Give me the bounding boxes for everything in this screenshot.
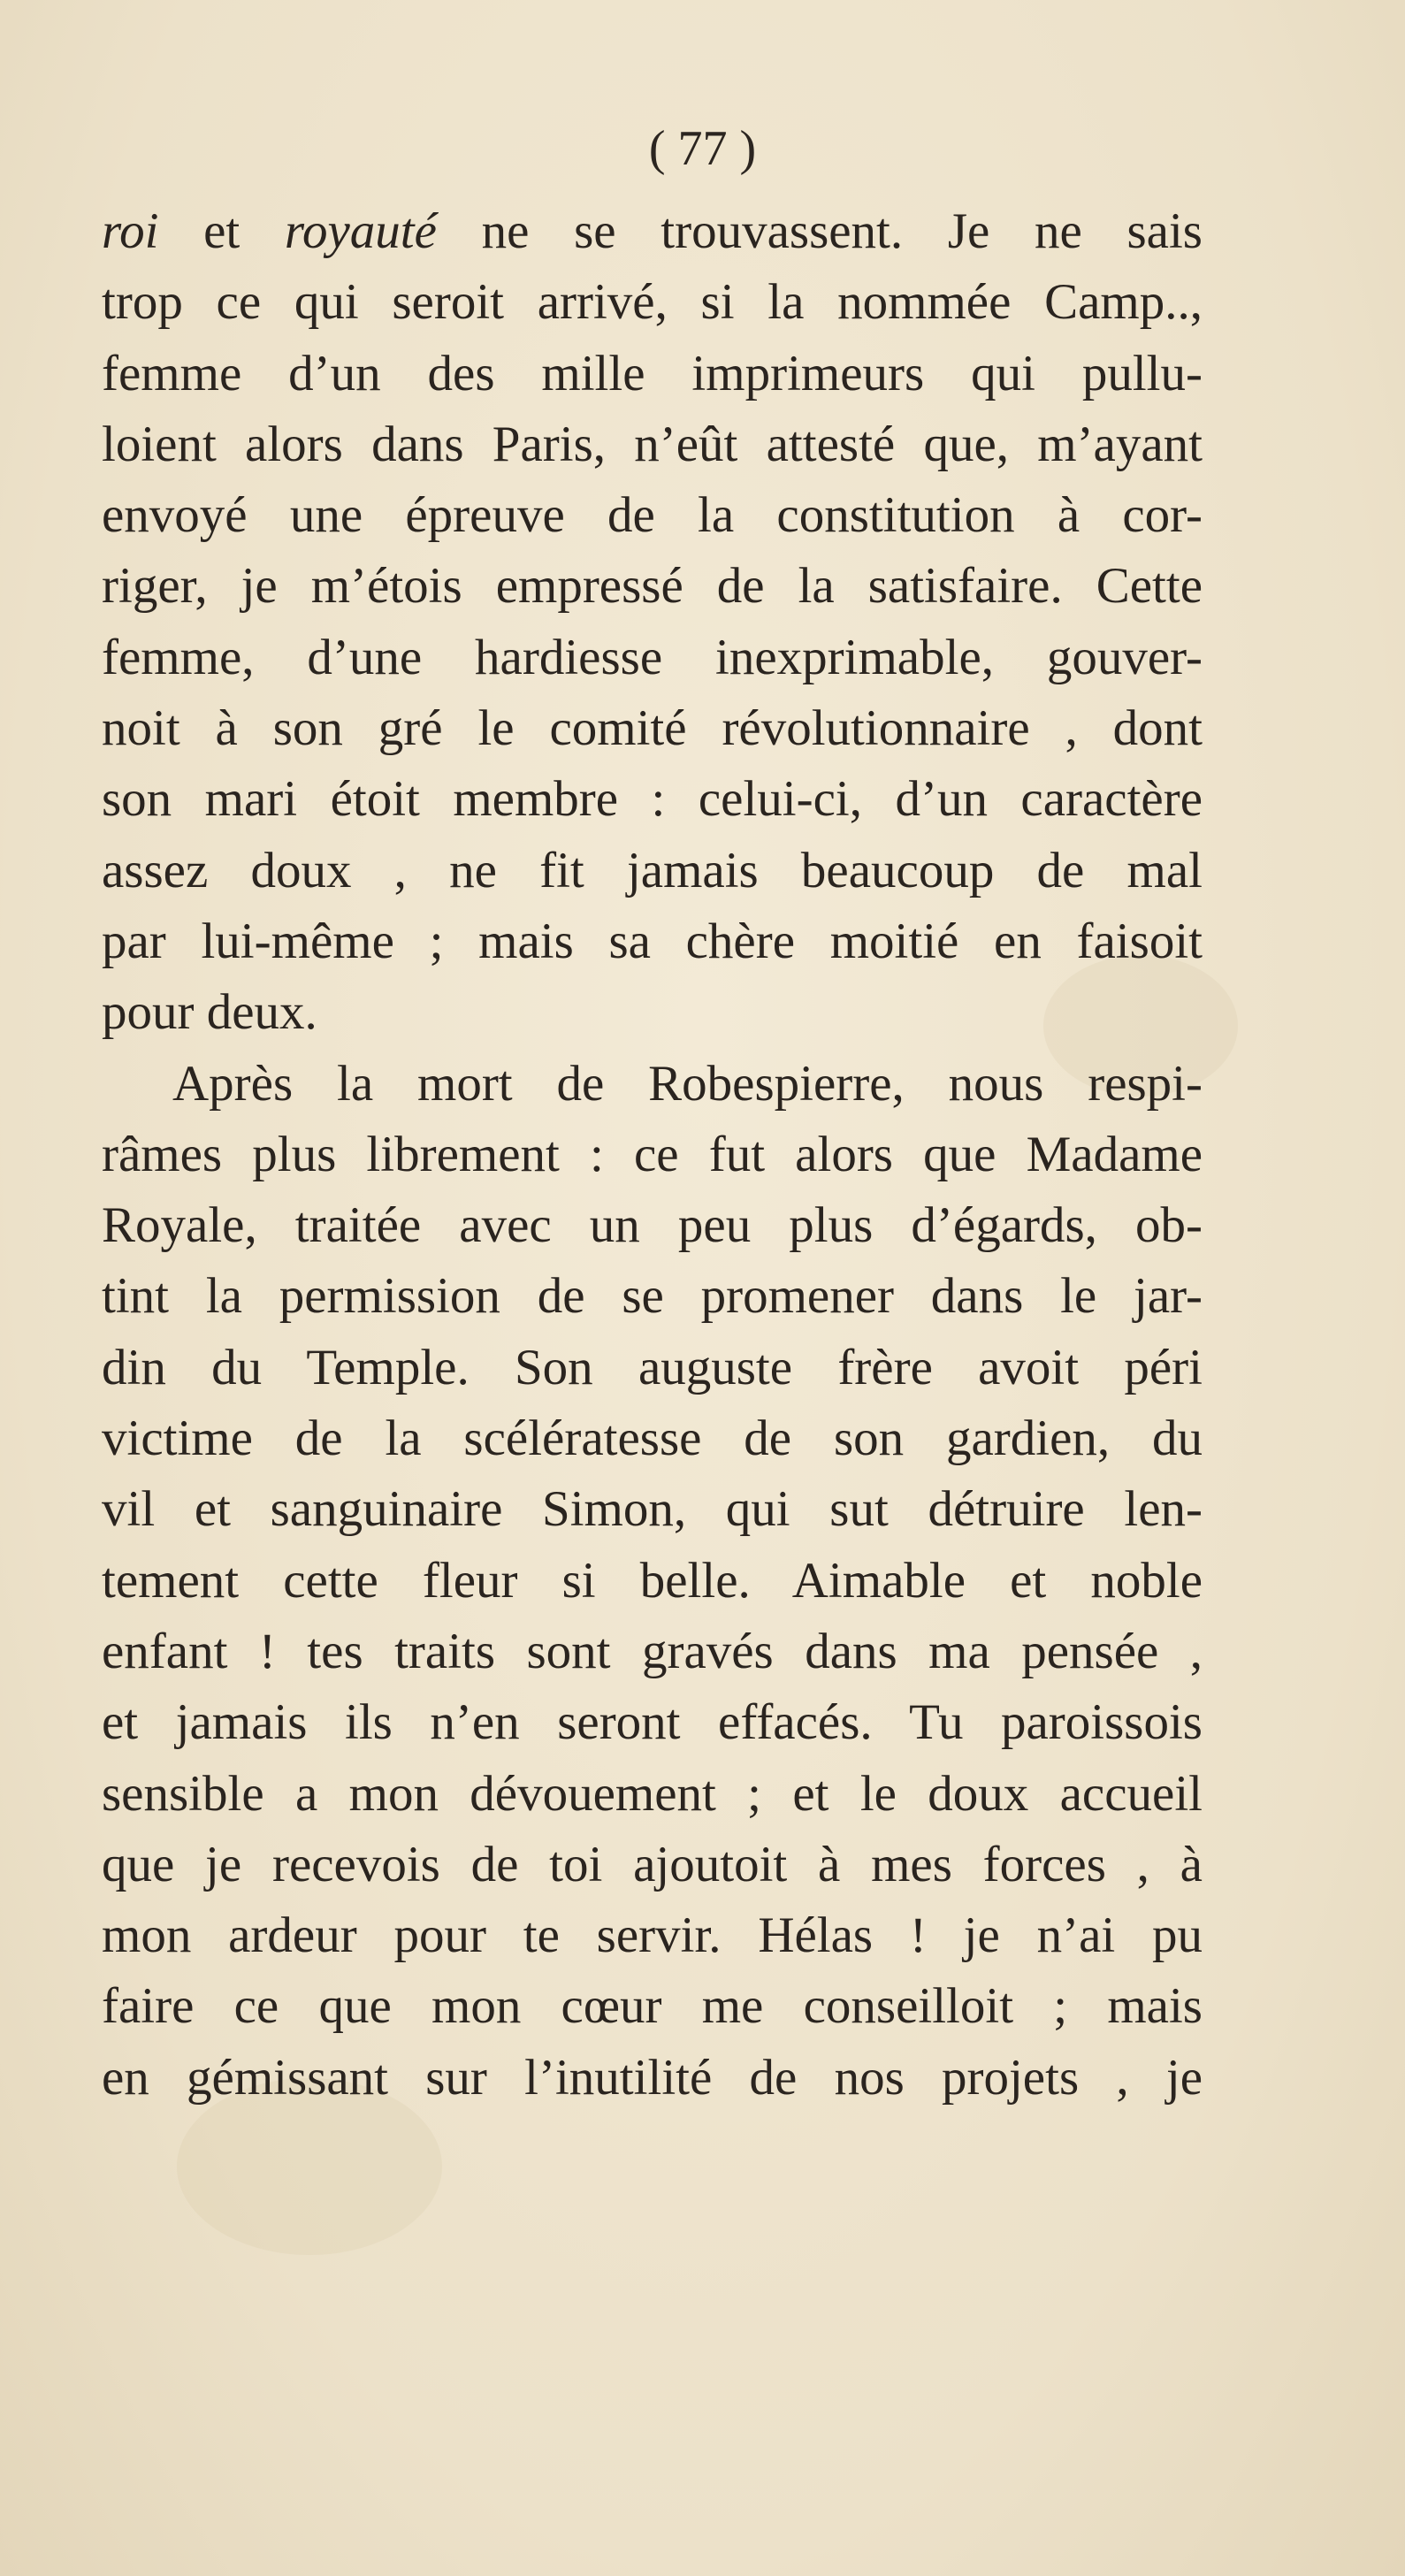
text-line xyxy=(102,1474,1203,1545)
text-run: par lui-même ; mais sa chère moitié en faisoit xyxy=(102,913,1203,969)
text-line xyxy=(102,1971,1203,2042)
text-line xyxy=(102,267,1203,338)
text-line xyxy=(102,1830,1203,1900)
text-run: victime de la scélératesse de son gardien, du xyxy=(102,1410,1203,1467)
italic-word: roi xyxy=(102,203,159,259)
text-line xyxy=(102,1190,1203,1261)
text-run: mon ardeur pour te servir. Hélas ! je n’ai pu xyxy=(102,1907,1203,1964)
text-line xyxy=(102,1120,1203,1190)
text-line xyxy=(102,1759,1203,1830)
text-run: et jamais ils n’en seront effacés. Tu paroissois xyxy=(102,1694,1203,1751)
text-run: Après la mort de Robespierre, nous respi- xyxy=(172,1055,1203,1112)
text-run: envoyé une épreuve de la constitution à cor- xyxy=(102,487,1203,544)
text-line xyxy=(102,196,1203,267)
text-line xyxy=(102,693,1203,764)
text-line xyxy=(102,1546,1203,1617)
text-line xyxy=(102,1617,1203,1687)
italic-word: royauté xyxy=(284,203,437,259)
text-run: tint la permission de se promener dans le jar- xyxy=(102,1268,1203,1325)
text-line xyxy=(102,1049,1203,1120)
text-run: et xyxy=(158,203,285,259)
text-line xyxy=(102,551,1203,622)
text-line xyxy=(102,2043,1203,2114)
page-number: ( 77 ) xyxy=(648,121,757,176)
text-run: noit à son gré le comité révolutionnaire , dont xyxy=(102,700,1203,757)
text-run: faire ce que mon cœur me conseilloit ; mais xyxy=(102,1978,1203,2035)
text-run: loient alors dans Paris, n’eût attesté que, m’ayant xyxy=(102,416,1203,472)
text-run: riger, je m’étois empressé de la satisfaire. Cette xyxy=(102,558,1203,615)
text-run: Royale, traitée avec un peu plus d’égards, ob- xyxy=(102,1197,1203,1254)
text-run: assez doux , ne fit jamais beaucoup de mal xyxy=(102,842,1203,898)
text-line xyxy=(102,623,1203,693)
text-line xyxy=(102,1333,1203,1403)
text-run: trop ce qui seroit arrivé, si la nommée Camp.., xyxy=(102,274,1203,331)
text-run: que je recevois de toi ajoutoit à mes forces , à xyxy=(102,1836,1203,1892)
text-run: femme, d’une hardiesse inexprimable, gouver- xyxy=(102,629,1203,685)
text-run: din du Temple. Son auguste frère avoit péri xyxy=(102,1339,1203,1395)
text-run: en gémissant sur l’inutilité de nos projets , je xyxy=(102,2049,1203,2106)
text-line xyxy=(102,480,1203,551)
text-run: femme d’un des mille imprimeurs qui pullu- xyxy=(102,345,1203,401)
text-run: sensible a mon dévouement ; et le doux accueil xyxy=(102,1765,1203,1822)
text-line xyxy=(102,836,1203,906)
text-run: son mari étoit membre : celui-ci, d’un caractère xyxy=(102,771,1203,828)
text-line xyxy=(102,1900,1203,1971)
text-run: enfant ! tes traits sont gravés dans ma pensée , xyxy=(102,1623,1203,1679)
text-line xyxy=(102,764,1203,835)
text-run: vil et sanguinaire Simon, qui sut détruire len- xyxy=(102,1481,1203,1538)
text-line xyxy=(102,1403,1203,1474)
text-line xyxy=(102,1687,1203,1758)
text-line xyxy=(102,409,1203,480)
text-line xyxy=(102,339,1203,409)
text-run: tement cette fleur si belle. Aimable et noble xyxy=(102,1552,1203,1609)
body-text xyxy=(102,196,1203,2114)
text-line xyxy=(102,906,1203,977)
text-run: ne se trouvassent. Je ne sais xyxy=(436,203,1203,259)
text-line xyxy=(102,977,1203,1048)
text-run: pour deux. xyxy=(102,984,317,1041)
text-run: râmes plus librement : ce fut alors que Madame xyxy=(102,1126,1203,1182)
text-line xyxy=(102,1261,1203,1332)
